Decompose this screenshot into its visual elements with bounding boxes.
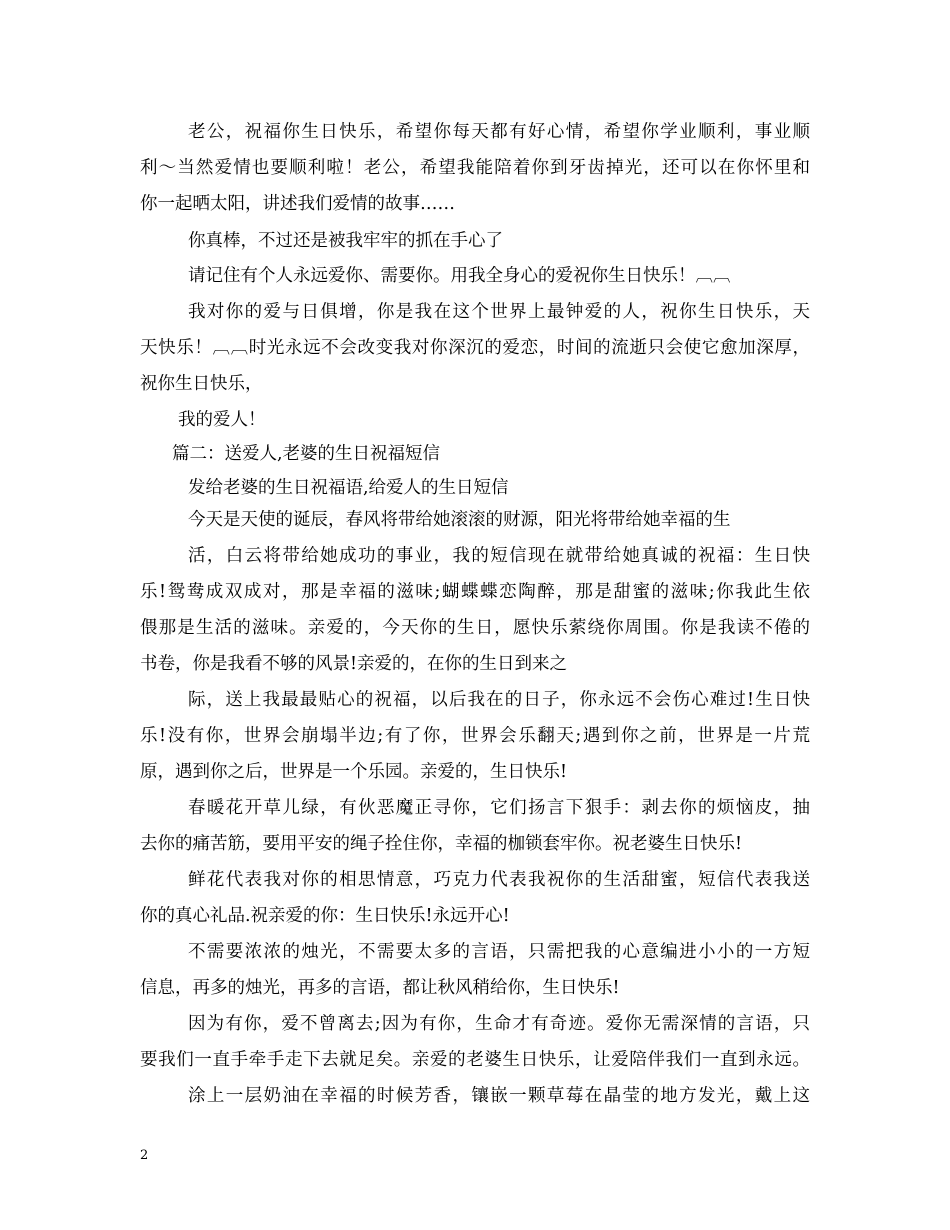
text-line: 涂上一层奶油在幸福的时候芳香，镶嵌一颗草莓在晶莹的地方发光，戴上这 [188,1086,812,1106]
text-line: 要我们一直手牵手走下去就足矣。亲爱的老婆生日快乐，让爱陪伴我们一直到永远。 [140,1050,811,1070]
text-line: 天快乐！︹︹时光永远不会改变我对你深沉的爱恋，时间的流逝只会使它愈加深厚， [140,338,811,358]
text-line: 信息，再多的烛光，再多的言语，都让秋风稍给你，生日快乐! [140,978,620,998]
text-line: 今天是天使的诞辰，春风将带给她滚滚的财源，阳光将带给她幸福的生 [188,510,731,530]
text-line: 因为有你，爱不曾离去;因为有你，生命才有奇迹。爱你无需深情的言语，只 [188,1014,812,1034]
text-line: 利～当然爱情也要顺利啦！老公，希望我能陪着你到牙齿掉光，还可以在你怀里和 [140,158,812,178]
page-number: 2 [140,1148,149,1163]
text-line: 偎那是生活的滋味。亲爱的，今天你的生日，愿快乐萦绕你周围。你是我读不倦的 [140,618,812,638]
text-line: 祝你生日快乐， [140,374,263,394]
text-line: 你的真心礼品.祝亲爱的你：生日快乐!永远开心! [140,906,510,926]
text-line: 原，遇到你之后，世界是一个乐园。亲爱的，生日快乐! [140,762,568,782]
text-line: 老公，祝福你生日快乐，希望你每天都有好心情，希望你学业顺利，事业顺 [188,122,812,142]
text-line: 去你的痛苦筋，要用平安的绳子拴住你，幸福的枷锁套牢你。祝老婆生日快乐! [140,834,743,854]
text-line: 篇二：送爱人,老婆的生日祝福短信 [172,444,441,464]
text-line: 乐!没有你，世界会崩塌半边;有了你，世界会乐翻天;遇到你之前，世界是一片荒 [140,726,812,746]
text-line: 不需要浓浓的烛光，不需要太多的言语，只需把我的心意编进小小的一方短 [188,942,812,962]
text-line: 我的爱人！ [178,410,266,430]
text-line: 请记住有个人永远爱你、需要你。用我全身心的爱祝你生日快乐！︹︹ [188,266,731,286]
text-line: 我对你的爱与日俱增，你是我在这个世界上最钟爱的人，祝你生日快乐，天 [188,302,812,322]
text-line: 书卷，你是我看不够的风景!亲爱的，在你的生日到来之 [140,654,568,674]
text-line: 鲜花代表我对你的相思情意，巧克力代表我祝你的生活甜蜜，短信代表我送 [188,870,812,890]
text-line: 乐!鸳鸯成双成对，那是幸福的滋味;蝴蝶蝶恋陶醉，那是甜蜜的滋味;你我此生依 [140,582,812,602]
text-line: 你真棒，不过还是被我牢牢的抓在手心了 [188,231,503,251]
text-line: 发给老婆的生日祝福语,给爱人的生日短信 [188,478,509,498]
text-line: 你一起晒太阳，讲述我们爱情的故事…… [140,194,455,214]
text-line: 际，送上我最最贴心的祝福，以后我在的日子，你永远不会伤心难过!生日快 [188,690,812,710]
text-line: 春暖花开草儿绿，有伙恶魔正寻你，它们扬言下狠手：剥去你的烦恼皮，抽 [188,798,812,818]
text-line: 活，白云将带给她成功的事业，我的短信现在就带给她真诚的祝福：生日快 [188,546,812,566]
